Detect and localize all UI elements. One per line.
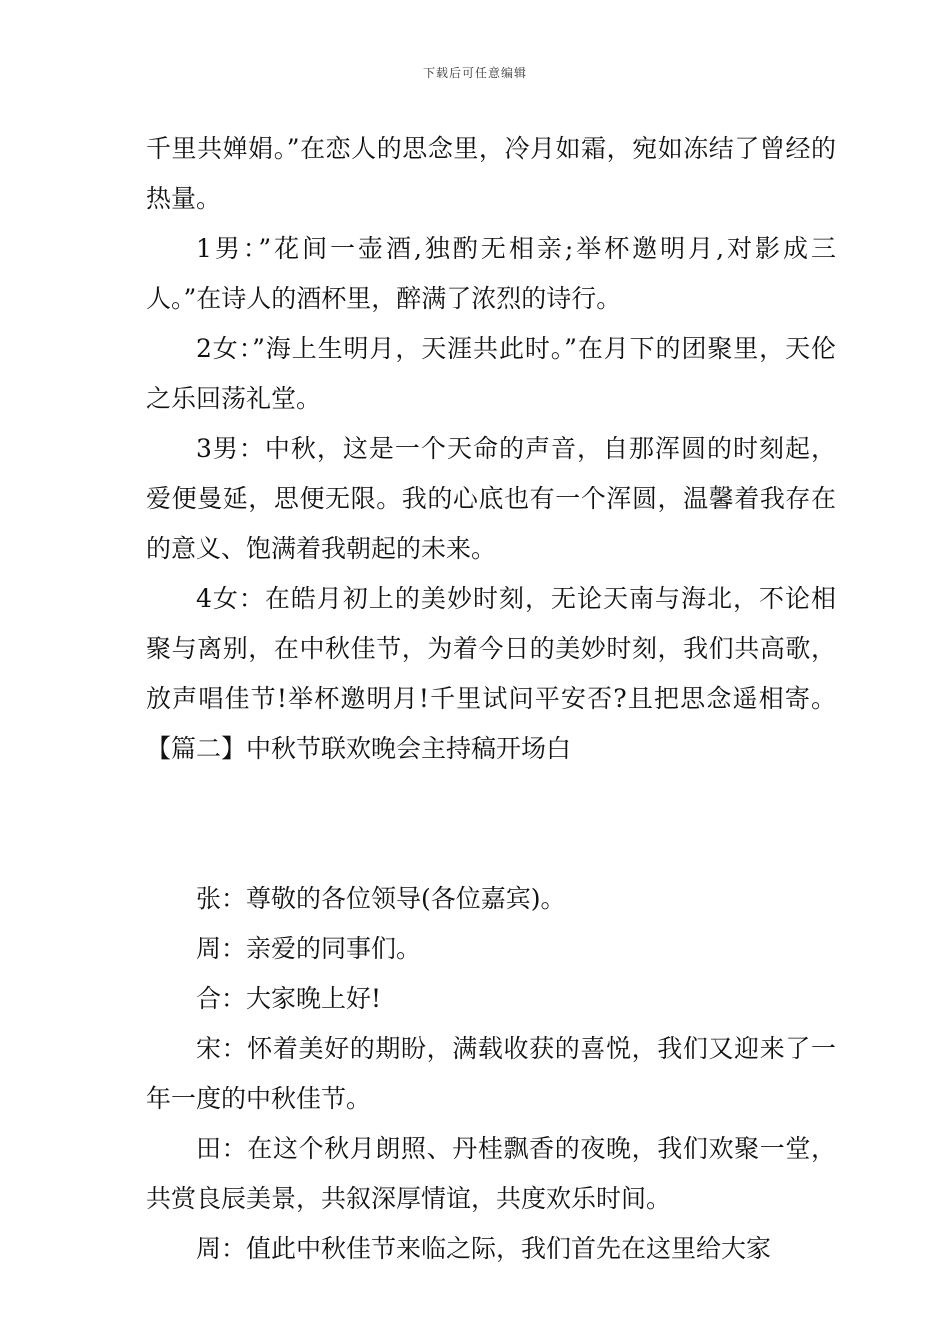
paragraph-female-4: 4女：在皓月初上的美妙时刻，无论天南与海北，不论相聚与离别，在中秋佳节，为着今日的美妙时刻，我们共高歌，放声唱佳节!举杯邀明月!千里试问平安否?且把思念遥相寄。【篇二】中秋节联欢晚会主持稿开场白 <box>146 584 836 763</box>
section-gap <box>146 774 836 874</box>
paragraph-zhang: 张：尊敬的各位领导(各位嘉宾)。 <box>196 884 566 913</box>
paragraph-male-3: 3男：中秋，这是一个天命的声音，自那浑圆的时刻起，爱便曼延，思便无限。我的心底也有一个浑圆，温馨着我存在的意义、饱满着我朝起的未来。 <box>146 434 836 563</box>
paragraph-female-2: 2女：”海上生明月，天涯共此时。”在月下的团聚里，天伦之乐回荡礼堂。 <box>146 334 836 413</box>
paragraph-zhou-2: 周：值此中秋佳节来临之际，我们首先在这里给大家 <box>196 1234 772 1263</box>
paragraph-together: 合：大家晚上好! <box>196 984 382 1013</box>
page-header: 下载后可任意编辑 <box>422 66 527 80</box>
document-body <box>146 124 836 1274</box>
paragraph-song: 宋：怀着美好的期盼，满载收获的喜悦，我们又迎来了一年一度的中秋佳节。 <box>146 1034 836 1113</box>
paragraph-male-1: 1男：”花间一壶酒,独酌无相亲;举杯邀明月,对影成三人。”在诗人的酒杯里，醉满了浓烈的诗行。 <box>146 234 836 313</box>
paragraph-tian: 田：在这个秋月朗照、丹桂飘香的夜晚，我们欢聚一堂，共赏良辰美景，共叙深厚情谊，共度欢乐时间。 <box>146 1134 836 1213</box>
paragraph-continuation: 千里共婵娟。”在恋人的思念里，冷月如霜，宛如冻结了曾经的热量。 <box>146 134 836 213</box>
paragraph-zhou-1: 周：亲爱的同事们。 <box>196 934 422 963</box>
